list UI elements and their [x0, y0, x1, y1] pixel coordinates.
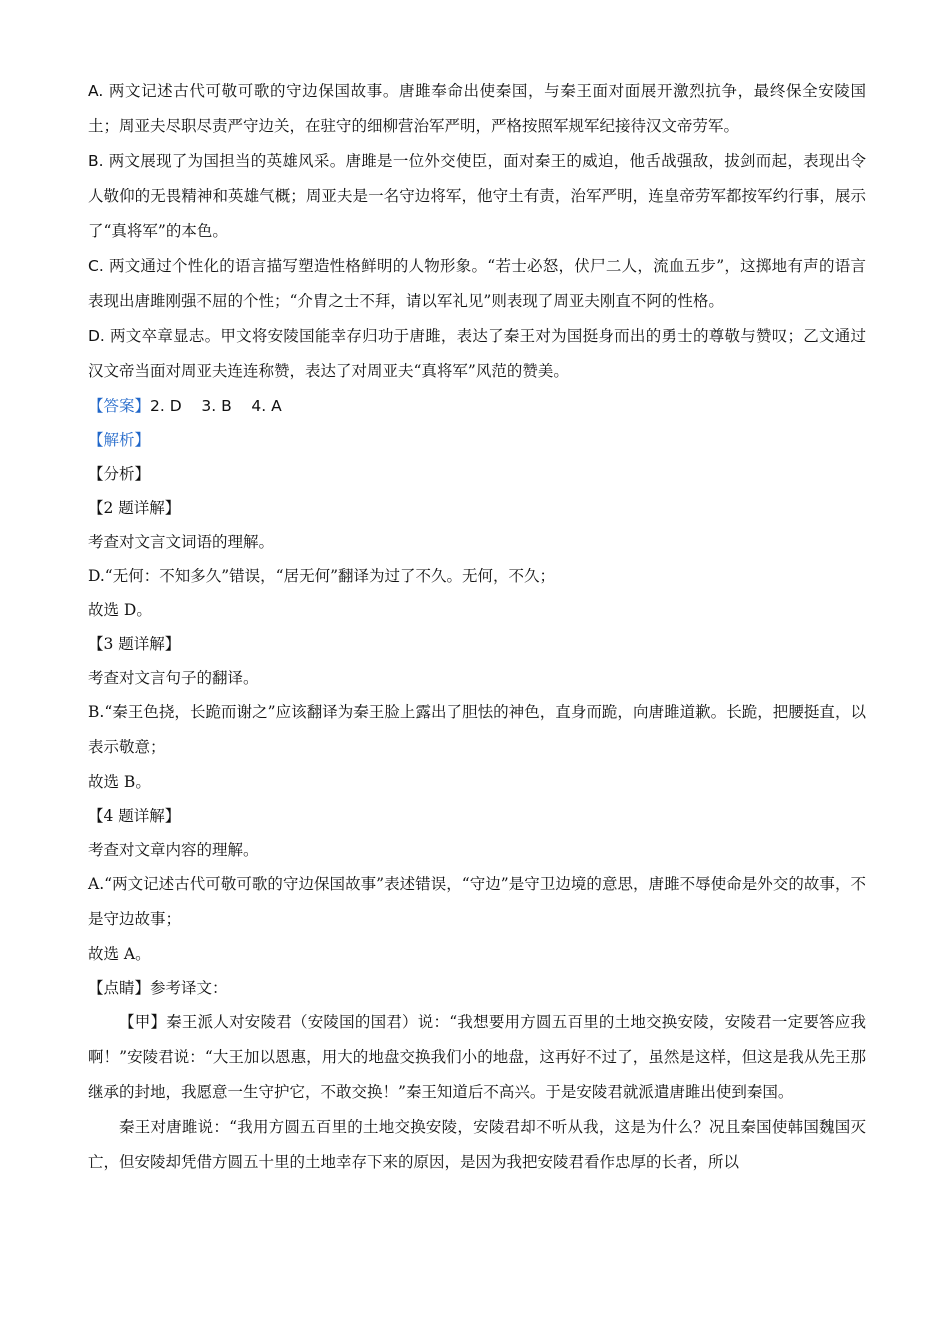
- option-b: [88, 144, 866, 249]
- q2-line: D.“无何：不知多久”错误，“居无何”翻译为过了不久。无何，不久；: [88, 567, 556, 585]
- translation-paragraph: 秦王对唐雎说：“我用方圆五百里的土地交换安陵，安陵君却不听从我，这是为什么？况且秦国使韩国魏国灭亡，但安陵却凭借方圆五十里的土地幸存下来的原因，是因为我把安陵君看作忠厚的长者，所以: [88, 1118, 866, 1171]
- answer-label: 【答案】: [88, 397, 151, 415]
- q3-heading: 【3 题详解】: [88, 635, 181, 653]
- q3-paragraph: B.“秦王色挠，长跪而谢之”应该翻译为秦王脸上露出了胆怯的神色，直身而跪，向唐雎道歉。长跪，把腰挺直，以表示敬意；: [88, 703, 866, 756]
- option-letter: B.: [88, 152, 104, 170]
- q3-line: 考查对文言句子的翻译。: [88, 669, 259, 687]
- option-letter: C.: [88, 257, 104, 275]
- option-letter: A.: [88, 82, 104, 100]
- translation-paragraph: 【甲】秦王派人对安陵君（安陵国的国君）说：“我想要用方圆五百里的土地交换安陵，安陵君一定要答应我啊！”安陵君说：“大王加以恩惠，用大的地盘交换我们小的地盘，这再好不过了，虽然是这样，但这是我从先王那继承的封地，我愿意一生守护它，不敢交换！”秦王知道后不高兴。于是安陵君就派遣唐雎出使到秦国。: [88, 1013, 866, 1101]
- option-text: 两文通过个性化的语言描写塑造性格鲜明的人物形象。“若士必怒，伏尸二人，流血五步”，这掷地有声的语言表现出唐雎刚强不屈的个性；“介胄之士不拜，请以军礼见”则表现了周亚夫刚直不阿的性格。: [88, 257, 866, 310]
- q2-heading: 【2 题详解】: [88, 499, 181, 517]
- fenxi-heading: 【分析】: [88, 465, 151, 483]
- option-text: 两文展现了为国担当的英雄风采。唐雎是一位外交使臣，面对秦王的威迫，他舌战强敌，拔剑而起，表现出令人敬仰的无畏精神和英雄气概；周亚夫是一名守边将军，他守土有责，治军严明，连皇帝劳军都按军约行事，展示了“真将军”的本色。: [88, 152, 866, 240]
- option-text: 两文卒章显志。甲文将安陵国能幸存归功于唐雎，表达了秦王对为国挺身而出的勇士的尊敬与赞叹；乙文通过汉文帝当面对周亚夫连连称赞，表达了对周亚夫“真将军”风范的赞美。: [88, 327, 866, 380]
- document-page: [88, 74, 866, 1180]
- option-a: [88, 74, 866, 144]
- q2-line: 考查对文言文词语的理解。: [88, 533, 275, 551]
- q2-line: 故选 D。: [88, 601, 152, 619]
- option-letter: D.: [88, 327, 105, 345]
- q4-line: 故选 A。: [88, 945, 151, 963]
- option-d: [88, 319, 866, 389]
- answer-text: 2. D 3. B 4. A: [150, 397, 282, 415]
- q4-heading: 【4 题详解】: [88, 807, 181, 825]
- q4-paragraph: A.“两文记述古代可敬可歌的守边保国故事”表述错误，“守边”是守卫边境的意思，唐雎不辱使命是外交的故事，不是守边故事；: [88, 875, 866, 928]
- q4-line: 考查对文章内容的理解。: [88, 841, 259, 859]
- option-text: 两文记述古代可敬可歌的守边保国故事。唐雎奉命出使秦国，与秦王面对面展开激烈抗争，最终保全安陵国土；周亚夫尽职尽责严守边关，在驻守的细柳营治军严明，严格按照军规军纪接待汉文帝劳军。: [88, 82, 866, 135]
- analysis-label: 【解析】: [88, 431, 151, 449]
- answer-line: [88, 389, 866, 423]
- q3-line: 故选 B。: [88, 773, 151, 791]
- option-c: [88, 249, 866, 319]
- dianjing-heading: 【点睛】参考译文：: [88, 979, 228, 997]
